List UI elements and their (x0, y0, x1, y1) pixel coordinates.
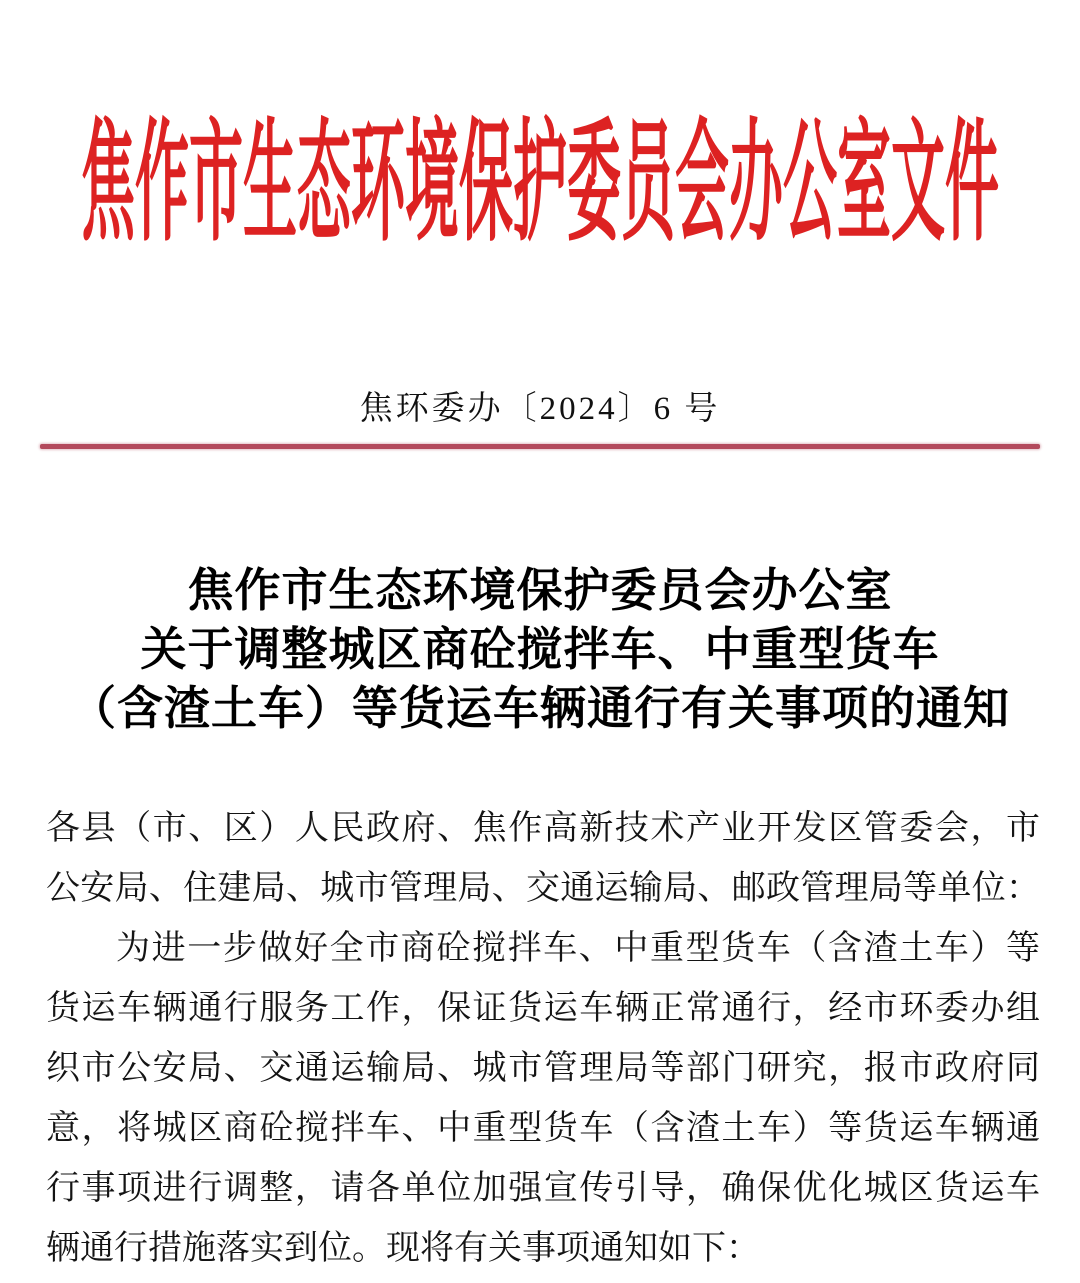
recipients-line: 公安局、住建局、城市管理局、交通运输局、邮政管理局等单位： (46, 870, 1040, 907)
document-title-line-3: （含渣土车）等货运车辆通行有关事项的通知 (70, 683, 1010, 734)
agency-letterhead-title: 焦作市生态环境保护委员会办公室文件 (81, 110, 999, 258)
body-paragraph-line: 辆通行措施落实到位。现将有关事项通知如下： (46, 1230, 760, 1267)
red-divider-line (40, 444, 1040, 449)
document-title-line-1: 焦作市生态环境保护委员会办公室 (187, 565, 893, 616)
body-paragraph-line: 货运车辆通行服务工作，保证货运车辆正常通行，经市环委办组 (46, 990, 1040, 1027)
recipients-line: 各县（市、区）人民政府、焦作高新技术产业开发区管委会，市 (46, 810, 1040, 847)
document-title-line-2: 关于调整城区商砼搅拌车、中重型货车 (140, 624, 940, 675)
body-paragraph-line: 为进一步做好全市商砼搅拌车、中重型货车（含渣土车）等 (116, 930, 1040, 967)
body-paragraph-line: 织市公安局、交通运输局、城市管理局等部门研究，报市政府同 (46, 1050, 1040, 1087)
document-number: 焦环委办〔2024〕6 号 (359, 391, 721, 427)
body-paragraph-line: 行事项进行调整，请各单位加强宣传引导，确保优化城区货运车 (46, 1170, 1040, 1207)
document-body (46, 799, 1040, 1279)
document-title (40, 561, 1040, 738)
body-paragraph-line: 意，将城区商砼搅拌车、中重型货车（含渣土车）等货运车辆通 (46, 1110, 1040, 1147)
